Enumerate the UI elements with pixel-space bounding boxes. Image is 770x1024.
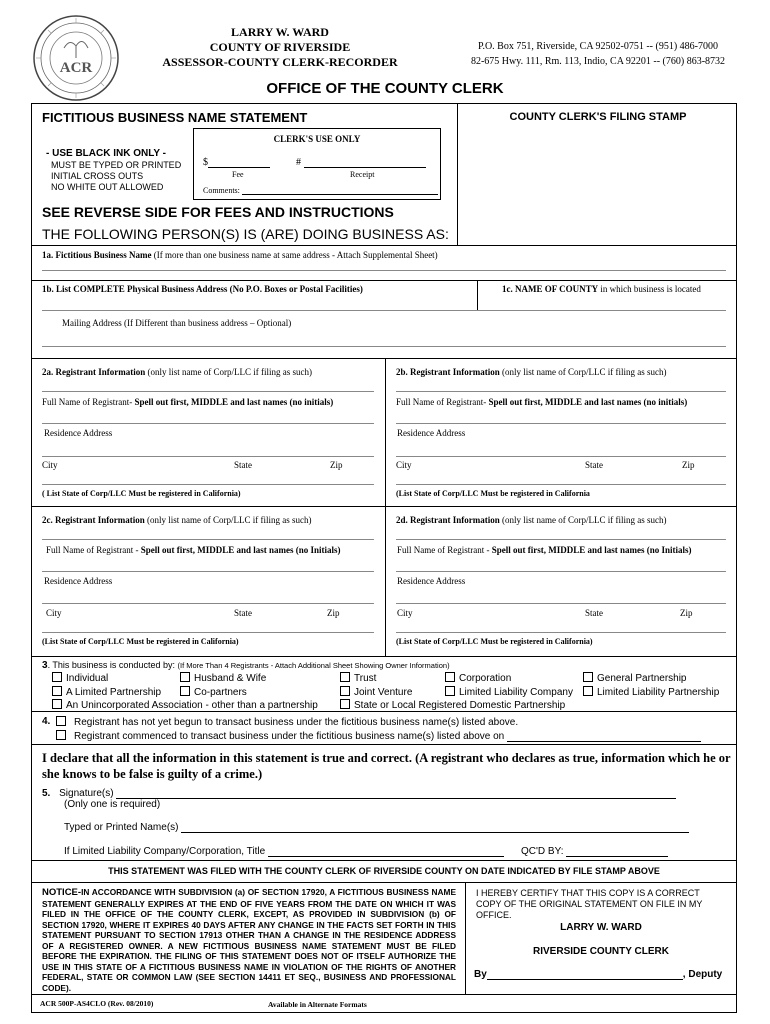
- option-general-partnership[interactable]: General Partnership: [583, 672, 687, 684]
- ink-typed: MUST BE TYPED OR PRINTED: [51, 160, 182, 170]
- registrant-2b-state-label: State: [585, 460, 603, 470]
- registrant-2d-city-label: City: [397, 608, 413, 618]
- option-joint-venture[interactable]: Joint Venture: [340, 686, 412, 698]
- checkbox[interactable]: [56, 716, 66, 726]
- receipt-label: Receipt: [350, 170, 375, 179]
- option-trust[interactable]: Trust: [340, 672, 376, 684]
- notice-text: NOTICE-IN ACCORDANCE WITH SUBDIVISION (a) OF SECTION 17920, A FICTITIOUS BUSINESS NAME STATEMENT GENERALLY EXPIRES AT THE END OF FIVE YEARS FROM THE DATE ON WHICH IT WAS FILED IN THE OFFICE OF THE COUNTY CLERK, EXCEPT, AS PROVIDED IN SUBDIVISION (b) OF SECTION 17920, WHERE IT EXPIRES 40 DAYS AFTER ANY CHANGE IN THE FACTS SET FORTH IN THIS STATEMENT PURSUANT TO SECTION 17913 OTHER THAN A CHANGE IN THE RESIDENCE ADDRESS OF A REGISTERED OWNER. A NEW FICTITIOUS BUSINESS NAME STATEMENT MUST BE FILED BEFORE THE EXPIRATION. THE FILING OF THIS STATEMENT DOES NOT OF ITSELF AUTHORIZE THE USE IN THIS STATE OF A FICTITIOUS BUSINESS NAME IN VIOLATION OF THE RIGHTS OF ANOTHER FEDERAL, STATE OR COMMON LAW (SEE SECTION 14411 ET SEQ., BUSINESS AND PROFESSIONAL CODE).: [42, 887, 456, 993]
- checkbox[interactable]: [583, 672, 593, 682]
- registrant-2d-fullname-label: Full Name of Registrant - Spell out first, MIDDLE and last names (no Initials): [397, 545, 692, 555]
- registrant-2d-name-line-top[interactable]: [396, 539, 726, 540]
- registrant-2c-state-label: State: [234, 608, 252, 618]
- registrant-2d-name-line[interactable]: [396, 571, 726, 572]
- stamp-divider: [457, 103, 458, 245]
- clerks-use-title: CLERK'S USE ONLY: [273, 134, 361, 144]
- registrant-2b-name-line[interactable]: [396, 423, 726, 424]
- registrant-2b-residence-line[interactable]: [396, 456, 726, 457]
- registrant-2d-heading: 2d. Registrant Information (only list name of Corp/LLC if filing as such): [396, 515, 667, 525]
- section3-bottom: [31, 711, 737, 712]
- fee-field[interactable]: [203, 157, 270, 168]
- checkbox[interactable]: [56, 730, 66, 740]
- registrant-2c-city-line[interactable]: [42, 632, 374, 633]
- checkbox[interactable]: [52, 686, 62, 696]
- certify-clerk-name: LARRY W. WARD: [560, 922, 642, 933]
- office-title: OFFICE OF THE COUNTY CLERK: [266, 80, 504, 97]
- registrant-2c-residence-label: Residence Address: [44, 576, 113, 586]
- fee-label: Fee: [232, 170, 244, 179]
- address-riverside: P.O. Box 751, Riverside, CA 92502-0751 -- (951) 486-7000: [478, 41, 718, 52]
- registrant-2a-residence-label: Residence Address: [44, 428, 113, 438]
- registrant-2c-city-label: City: [46, 608, 62, 618]
- registrant-2d-residence-line[interactable]: [396, 603, 726, 604]
- ink-whiteout: NO WHITE OUT ALLOWED: [51, 182, 164, 192]
- physical-address-line[interactable]: [42, 310, 726, 311]
- checkbox[interactable]: [445, 672, 455, 682]
- checkbox[interactable]: [52, 672, 62, 682]
- receipt-field[interactable]: [296, 157, 426, 168]
- option-corporation[interactable]: Corporation: [445, 672, 511, 684]
- mailing-address-label: Mailing Address (If Different than business address – Optional): [62, 318, 292, 328]
- physical-address-label: 1b. List COMPLETE Physical Business Address (No P.O. Boxes or Postal Facilities): [42, 284, 363, 294]
- filed-banner: THIS STATEMENT WAS FILED WITH THE COUNTY CLERK OF RIVERSIDE COUNTY ON DATE INDICATED BY FILE STAMP ABOVE: [108, 866, 660, 876]
- comments-field[interactable]: [203, 186, 438, 195]
- section1bc-divider: [477, 280, 478, 310]
- registrant-2c-zip-label: Zip: [327, 608, 340, 618]
- checkbox[interactable]: [340, 699, 350, 709]
- option-llc[interactable]: Limited Liability Company: [445, 686, 573, 698]
- certify-text: I HEREBY CERTIFY THAT THIS COPY IS A CORRECT COPY OF THE ORIGINAL STATEMENT ON FILE IN MY OFFICE.: [476, 888, 703, 920]
- address-indio: 82-675 Hwy. 111, Rm. 113, Indio, CA 92201 -- (760) 863-8732: [470, 56, 726, 67]
- typed-name-field[interactable]: Typed or Printed Name(s): [64, 822, 689, 833]
- doing-business-heading: THE FOLLOWING PERSON(S) IS (ARE) DOING BUSINESS AS:: [42, 226, 449, 242]
- section5-bottom: [31, 860, 737, 861]
- registrant-2b-zip-label: Zip: [682, 460, 695, 470]
- checkbox[interactable]: [180, 686, 190, 696]
- registrant-2d-corp-note: (List State of Corp/LLC Must be registered in California): [396, 637, 593, 646]
- registrant-2d-state-label: State: [585, 608, 603, 618]
- banner-bottom: [31, 882, 737, 883]
- registrant-2b-city-label: City: [396, 460, 412, 470]
- checkbox[interactable]: [52, 699, 62, 709]
- registrant-2c-name-line[interactable]: [42, 571, 374, 572]
- registrant-2a-state-label: State: [234, 460, 252, 470]
- registrant-2a-name-line-top[interactable]: [42, 391, 374, 392]
- ink-crossouts: INITIAL CROSS OUTS: [51, 171, 144, 181]
- top-section-bottom: [31, 245, 737, 246]
- registrant-2b-corp-note: (List State of Corp/LLC Must be registered in California: [396, 489, 590, 498]
- qcd-by-field[interactable]: QC'D BY:: [521, 846, 668, 857]
- option-limited-partnership[interactable]: A Limited Partnership: [52, 686, 161, 698]
- declaration: I declare that all the information in this statement is true and correct. (A registrant who declares as true, information which he or she knows to be false is guilty of a crime.): [42, 751, 731, 781]
- form-number: ACR 500P-AS4CLO (Rev. 08/2010): [40, 999, 154, 1008]
- option-unincorporated-association[interactable]: An Unincorporated Association - other than a partnership: [52, 699, 318, 711]
- option-co-partners[interactable]: Co-partners: [180, 686, 247, 698]
- registrant-2b-name-line-top[interactable]: [396, 391, 726, 392]
- signature-field[interactable]: 5. Signature(s): [42, 788, 676, 799]
- registrant-2a-heading: 2a. Registrant Information (only list name of Corp/LLC if filing as such): [42, 367, 312, 377]
- section1a-bottom: [31, 280, 737, 281]
- only-one-required: (Only one is required): [64, 799, 161, 810]
- notice-bottom: [31, 994, 737, 995]
- seal-acr-text: ACR: [59, 60, 93, 76]
- registrant-2b-fullname-label: Full Name of Registrant- Spell out first, MIDDLE and last names (no initials): [396, 397, 688, 407]
- assessor-name: LARRY W. WARD: [231, 25, 329, 39]
- registrant-2c-heading: 2c. Registrant Information (only list name of Corp/LLC if filing as such): [42, 515, 312, 525]
- checkbox[interactable]: [180, 672, 190, 682]
- notice-divider: [465, 882, 466, 994]
- option-llp[interactable]: Limited Liability Partnership: [583, 686, 719, 698]
- county-name-label: 1c. NAME OF COUNTY in which business is located: [502, 284, 701, 294]
- registrant-2d-residence-label: Residence Address: [397, 576, 466, 586]
- checkbox[interactable]: [340, 672, 350, 682]
- registrant-2d-city-line[interactable]: [396, 632, 726, 633]
- fee-dollar: $: [203, 157, 208, 168]
- fictitious-name-line[interactable]: [42, 270, 726, 271]
- alternate-formats: Available in Alternate Formats: [268, 1000, 367, 1009]
- registrant-2c-corp-note: (List State of Corp/LLC Must be registered in California): [42, 637, 239, 646]
- registrant-2b-heading: 2b. Registrant Information (only list name of Corp/LLC if filing as such): [396, 367, 667, 377]
- section1-bottom: [31, 358, 737, 359]
- reverse-side-notice: SEE REVERSE SIDE FOR FEES AND INSTRUCTIONS: [42, 204, 394, 220]
- receipt-hash: #: [296, 157, 301, 168]
- registrant-2d-zip-label: Zip: [680, 608, 693, 618]
- registrant-2a-city-label: City: [42, 460, 58, 470]
- registrant-2b-residence-label: Residence Address: [397, 428, 466, 438]
- section4-bottom: [31, 744, 737, 745]
- registrants-middle: [31, 506, 737, 507]
- mailing-address-line[interactable]: [42, 346, 726, 347]
- comments-label: Comments:: [203, 186, 240, 195]
- registrants-divider: [385, 358, 386, 656]
- registrant-2c-residence-line[interactable]: [42, 603, 374, 604]
- registrant-2c-fullname-label: Full Name of Registrant - Spell out first, MIDDLE and last names (no Initials): [46, 545, 341, 555]
- county-name: COUNTY OF RIVERSIDE: [209, 40, 351, 54]
- registrant-2a-name-line[interactable]: [42, 423, 374, 424]
- deputy-signature-field[interactable]: By , Deputy: [474, 969, 723, 980]
- section2-bottom: [31, 656, 737, 657]
- assessor-title: ASSESSOR-COUNTY CLERK-RECORDER: [162, 55, 398, 69]
- form-title: FICTITIOUS BUSINESS NAME STATEMENT: [42, 110, 308, 125]
- not-begun-option[interactable]: Registrant has not yet begun to transact business under the fictitious business name(s) listed above.: [56, 716, 518, 728]
- registrant-2a-corp-note: ( List State of Corp/LLC Must be registered in California): [42, 489, 241, 498]
- registrant-2a-zip-label: Zip: [330, 460, 343, 470]
- registrant-2c-name-line-top[interactable]: [42, 539, 374, 540]
- checkbox[interactable]: [445, 686, 455, 696]
- filing-stamp-title: COUNTY CLERK'S FILING STAMP: [509, 111, 687, 123]
- registrant-2a-city-line[interactable]: [42, 484, 374, 485]
- section4-number: 4.: [42, 716, 51, 727]
- commenced-option[interactable]: Registrant commenced to transact business under the fictitious business name(s) listed above on: [56, 730, 701, 742]
- registrant-2a-residence-line[interactable]: [42, 456, 374, 457]
- ink-title: - USE BLACK INK ONLY -: [46, 148, 167, 159]
- option-individual[interactable]: Individual: [52, 672, 108, 684]
- option-husband-wife[interactable]: Husband & Wife: [180, 672, 266, 684]
- llc-title-field[interactable]: If Limited Liability Company/Corporation, Title: [64, 846, 504, 857]
- business-conducted-heading: 3. This business is conducted by: (If More Than 4 Registrants - Attach Additional Sheet Showing Owner Information): [42, 660, 450, 671]
- checkbox[interactable]: [583, 686, 593, 696]
- checkbox[interactable]: [340, 686, 350, 696]
- registrant-2a-fullname-label: Full Name of Registrant- Spell out first, MIDDLE and last names (no initials): [42, 397, 334, 407]
- option-domestic-partnership[interactable]: State or Local Registered Domestic Partnership: [340, 699, 565, 711]
- certify-clerk-role: RIVERSIDE COUNTY CLERK: [533, 946, 669, 957]
- registrant-2b-city-line[interactable]: [396, 484, 726, 485]
- fictitious-name-label: 1a. Fictitious Business Name (If more than one business name at same address - Attach Supplemental Sheet): [42, 250, 438, 260]
